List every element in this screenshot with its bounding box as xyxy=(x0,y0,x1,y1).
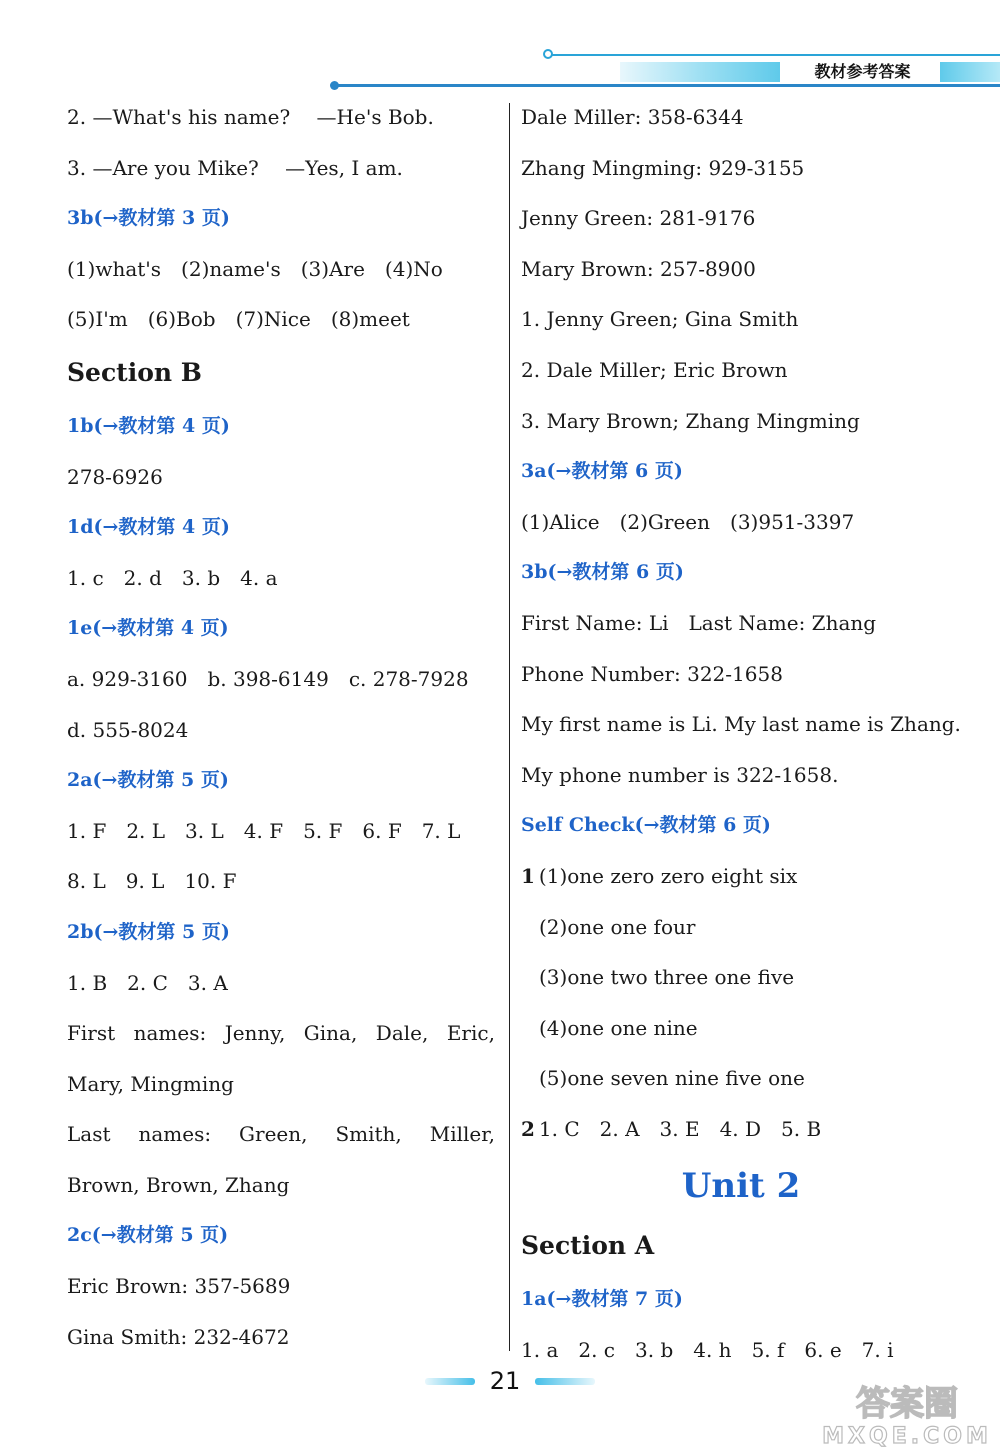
answer-line: (2)one one four xyxy=(539,914,696,939)
section-heading: Section A xyxy=(521,1231,655,1261)
answer-line: 1. a 2. c 3. b 4. h 5. f 6. e 7. i xyxy=(521,1338,894,1363)
page-number: 21 xyxy=(489,1367,521,1395)
exercise-reference: 3b(→教材第 6 页) xyxy=(521,561,684,584)
answer-word: Last xyxy=(67,1122,111,1147)
answer-line: 2. Dale Miller; Eric Brown xyxy=(521,357,788,382)
answer-word: Green, xyxy=(239,1122,308,1147)
answer-line: Zhang Mingming: 929-3155 xyxy=(521,155,805,180)
exercise-reference: 2b(→教材第 5 页) xyxy=(67,920,230,943)
answer-line: (4)one one nine xyxy=(539,1015,698,1040)
question-number: 2 xyxy=(521,1116,535,1141)
exercise-reference: 2a(→教材第 5 页) xyxy=(67,769,229,792)
answer-line: d. 555-8024 xyxy=(67,717,189,742)
header-label: 教材参考答案 xyxy=(814,62,911,81)
answer-line: Brown, Brown, Zhang xyxy=(67,1172,290,1197)
answer-line: 8. L 9. L 10. F xyxy=(67,869,237,894)
exercise-reference: 2c(→教材第 5 页) xyxy=(67,1224,229,1247)
answer-word: Eric, xyxy=(446,1021,495,1046)
header-ring-ornament xyxy=(543,49,553,59)
answer-line: (3)one two three one five xyxy=(539,965,795,990)
answer-text: 1. C 2. A 3. E 4. D 5. B xyxy=(538,1116,822,1141)
footer-ornament-right xyxy=(535,1378,595,1385)
header-gradient-band xyxy=(620,62,780,82)
answer-line: 1. B 2. C 3. A xyxy=(67,970,228,995)
answer-line: (1)Alice (2)Green (3)951-3397 xyxy=(521,509,855,534)
unit-heading: Unit 2 xyxy=(681,1166,801,1207)
answer-line xyxy=(67,1008,495,1059)
answer-line: 1. c 2. d 3. b 4. a xyxy=(67,565,278,590)
exercise-reference: 3b(→教材第 3 页) xyxy=(67,207,230,230)
header-rule-bottom xyxy=(335,84,1000,87)
answer-line: 3. —Are you Mike? —Yes, I am. xyxy=(67,155,403,180)
exercise-reference: 3a(→教材第 6 页) xyxy=(521,460,683,483)
question-number: 1 xyxy=(521,863,535,888)
answer-word: names: xyxy=(133,1021,207,1046)
answer-line: Eric Brown: 357-5689 xyxy=(67,1274,291,1299)
answer-line: 1. F 2. L 3. L 4. F 5. F 6. F 7. L xyxy=(67,818,461,843)
header-dot-ornament xyxy=(330,81,339,90)
answer-line: Gina Smith: 232-4672 xyxy=(67,1324,290,1349)
answer-line: 2. —What's his name? —He's Bob. xyxy=(67,105,434,129)
answer-word: Dale, xyxy=(375,1021,429,1046)
svg-text:答案圈: 答案圈 xyxy=(856,1384,958,1424)
answer-line: a. 929-3160 b. 398-6149 c. 278-7928 xyxy=(67,666,469,691)
answer-line xyxy=(521,851,961,902)
exercise-reference: 1e(→教材第 4 页) xyxy=(67,617,229,640)
answer-word: First xyxy=(67,1021,116,1046)
answer-line: First Name: Li Last Name: Zhang xyxy=(521,610,877,635)
answer-line: 1. Jenny Green; Gina Smith xyxy=(521,307,799,332)
answer-text: (1)one zero zero eight six xyxy=(538,863,798,888)
answer-line: (5)one seven nine five one xyxy=(539,1066,805,1091)
left-column xyxy=(67,92,495,1362)
answer-word: Smith, xyxy=(335,1122,402,1147)
site-watermark-logo xyxy=(819,1379,994,1449)
answer-line: 3. Mary Brown; Zhang Mingming xyxy=(521,408,860,433)
answer-word: names: xyxy=(138,1122,212,1147)
answer-line: Mary Brown: 257-8900 xyxy=(521,256,756,281)
answer-line: Jenny Green: 281-9176 xyxy=(521,206,756,231)
answer-line: 278-6926 xyxy=(67,464,163,489)
answer-word: Miller, xyxy=(429,1122,495,1147)
answer-line: Mary, Mingming xyxy=(67,1071,234,1096)
header-rule-top xyxy=(550,54,1000,56)
answer-line: Phone Number: 322-1658 xyxy=(521,661,783,686)
answer-word: Jenny, xyxy=(224,1021,286,1046)
answer-line: (5)I'm (6)Bob (7)Nice (8)meet xyxy=(67,307,410,332)
answer-line: Dale Miller: 358-6344 xyxy=(521,105,744,129)
page-header xyxy=(0,0,1000,100)
exercise-reference: 1a(→教材第 7 页) xyxy=(521,1288,683,1311)
right-column xyxy=(521,92,961,1376)
exercise-reference: 1d(→教材第 4 页) xyxy=(67,516,230,539)
answer-word: Gina, xyxy=(303,1021,358,1046)
answer-line: (1)what's (2)name's (3)Are (4)No xyxy=(67,256,443,281)
header-gradient-band-right xyxy=(940,62,1000,82)
answer-line xyxy=(521,1104,961,1155)
exercise-reference: 1b(→教材第 4 页) xyxy=(67,414,230,437)
answer-line: My phone number is 322-1658. xyxy=(521,762,839,787)
answer-line: My first name is Li. My last name is Zhang. xyxy=(521,712,961,737)
footer-ornament-left xyxy=(425,1378,475,1385)
exercise-reference: Self Check(→教材第 6 页) xyxy=(521,814,771,837)
section-heading: Section B xyxy=(67,357,202,387)
svg-text:MXQE.COM: MXQE.COM xyxy=(822,1424,992,1449)
column-divider xyxy=(509,103,510,1351)
answer-line xyxy=(67,1109,495,1160)
